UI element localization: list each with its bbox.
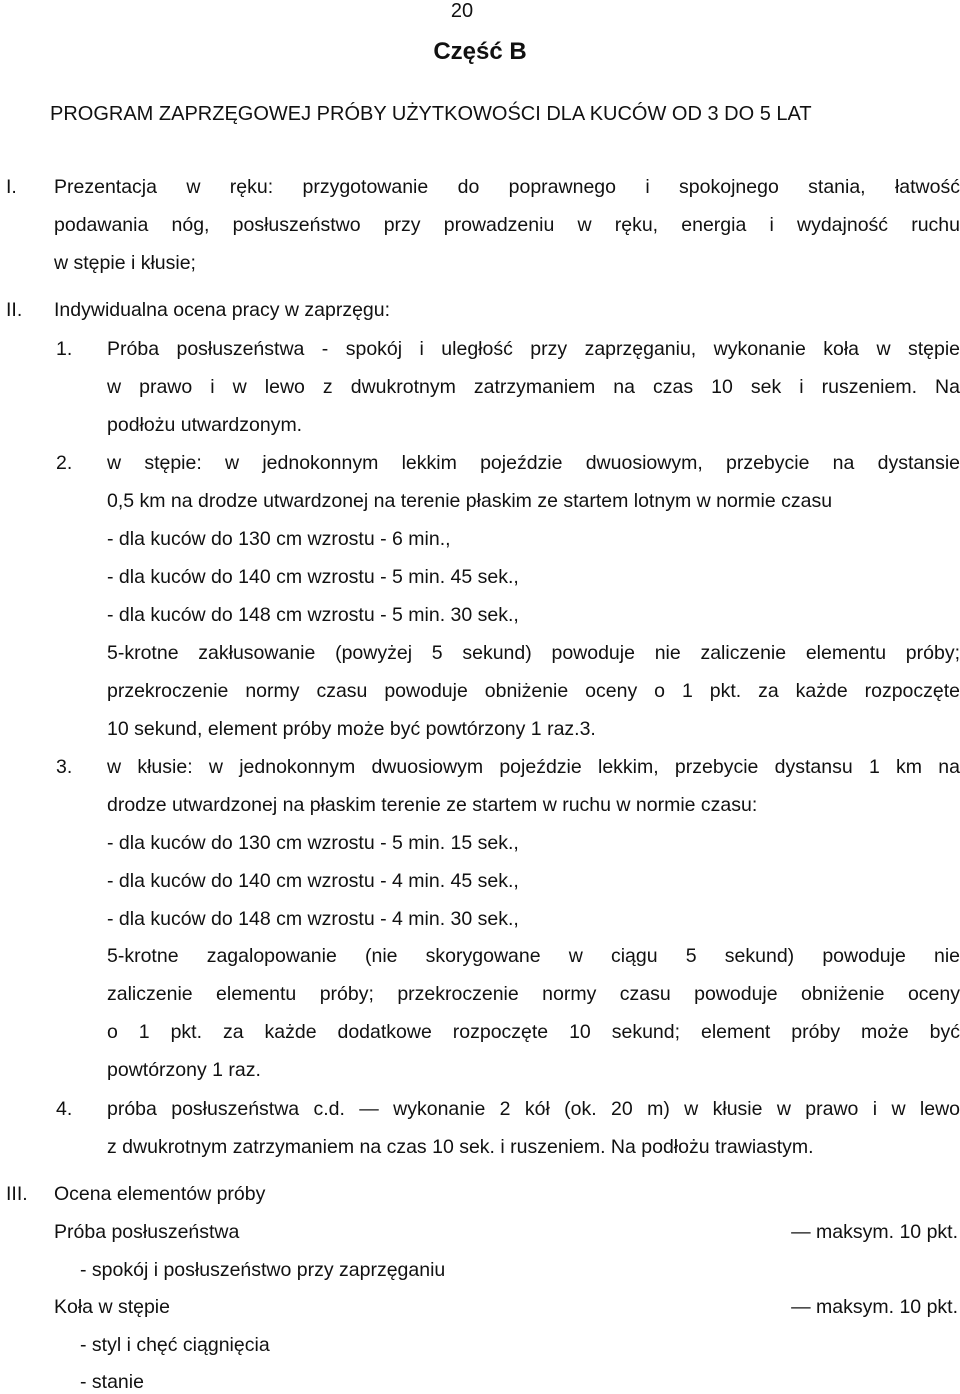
item-4-line: z dwukrotnym zatrzymaniem na czas 10 sek. i ruszeniem. Na podłożu trawiastym. <box>107 1136 814 1158</box>
section-1-numeral: I. <box>6 176 17 198</box>
item-3-line: drodze utwardzonej na płaskim terenie ze startem w ruchu w normie czasu: <box>107 794 758 816</box>
section-1-line: w stępie i kłusie; <box>54 252 196 274</box>
section-3-title: Ocena elementów próby <box>54 1183 266 1205</box>
item-1-number: 1. <box>56 338 73 360</box>
item-2-line: w stępie: w jednokonnym lekkim pojeździe dwuosiowym, przebycie na dystansie <box>107 452 960 474</box>
item-3-note: 5-krotne zagalopowanie (nie skorygowane w ciągu 5 sekund) powoduje nie <box>107 945 960 967</box>
item-1-line: podłożu utwardzonym. <box>107 414 303 436</box>
item-3-line: w kłusie: w jednokonnym dwuosiowym pojeździe lekkim, przebycie dystansu 1 km na <box>107 756 960 778</box>
page-number: 20 <box>450 0 474 22</box>
section-1-line: Prezentacja w ręku: przygotowanie do poprawnego i spokojnego stania, łatwość <box>54 176 960 198</box>
item-2-note: przekroczenie normy czasu powoduje obniżenie oceny o 1 pkt. za każde rozpoczęte <box>107 680 960 702</box>
score-row-label: - spokój i posłuszeństwo przy zaprzęganiu <box>80 1259 446 1281</box>
score-row-label: Próba posłuszeństwa <box>54 1221 240 1243</box>
item-4-number: 4. <box>56 1098 73 1120</box>
item-2-norm: - dla kuców do 140 cm wzrostu - 5 min. 45 sek., <box>107 566 519 588</box>
item-4-line: próba posłuszeństwa c.d. — wykonanie 2 kół (ok. 20 m) w kłusie w prawo i w lewo <box>107 1098 960 1120</box>
score-row-label: Koła w stępie <box>54 1296 170 1318</box>
item-1-line: Próba posłuszeństwa - spokój i uległość przy zaprzęganiu, wykonanie koła w stępie <box>107 338 960 360</box>
item-3-number: 3. <box>56 756 73 778</box>
section-1-line: podawania nóg, posłuszeństwo przy prowadzeniu w ręku, energia i wydajność ruchu <box>54 214 960 236</box>
part-title: Część B <box>433 38 527 65</box>
score-row-label: - styl i chęć ciągnięcia <box>80 1334 270 1356</box>
item-3-note: zaliczenie elementu próby; przekroczenie normy czasu powoduje obniżenie oceny <box>107 983 960 1005</box>
item-2-line: 0,5 km na drodze utwardzonej na terenie płaskim ze startem lotnym w normie czasu <box>107 490 833 512</box>
document-title: PROGRAM ZAPRZĘGOWEJ PRÓBY UŻYTKOWOŚCI DLA KUCÓW OD 3 DO 5 LAT <box>50 103 812 125</box>
item-3-norm: - dla kuców do 148 cm wzrostu - 4 min. 30 sek., <box>107 908 519 930</box>
score-row-label: - stanie <box>80 1371 144 1393</box>
section-2-title: Indywidualna ocena pracy w zaprzęgu: <box>54 299 391 321</box>
item-2-norm: - dla kuców do 148 cm wzrostu - 5 min. 30 sek., <box>107 604 519 626</box>
item-3-note: o 1 pkt. za każde dodatkowe rozpoczęte 10 sekund; element próby może być <box>107 1021 960 1043</box>
item-1-line: w prawo i w lewo z dwukrotnym zatrzymaniem na czas 10 sek i ruszeniem. Na <box>107 376 960 398</box>
section-2-numeral: II. <box>6 299 23 321</box>
item-2-note: 5-krotne zakłusowanie (powyżej 5 sekund) powoduje nie zaliczenie elementu próby; <box>107 642 960 664</box>
item-2-norm: - dla kuców do 130 cm wzrostu - 6 min., <box>107 528 451 550</box>
item-3-norm: - dla kuców do 130 cm wzrostu - 5 min. 15 sek., <box>107 832 519 854</box>
item-2-note: 10 sekund, element próby może być powtórzony 1 raz.3. <box>107 718 596 740</box>
item-3-note: powtórzony 1 raz. <box>107 1059 261 1081</box>
score-row-points: — maksym. 10 pkt. <box>791 1296 958 1318</box>
item-3-norm: - dla kuców do 140 cm wzrostu - 4 min. 45 sek., <box>107 870 519 892</box>
item-2-number: 2. <box>56 452 73 474</box>
score-row-points: — maksym. 10 pkt. <box>791 1221 958 1243</box>
section-3-numeral: III. <box>6 1183 28 1205</box>
